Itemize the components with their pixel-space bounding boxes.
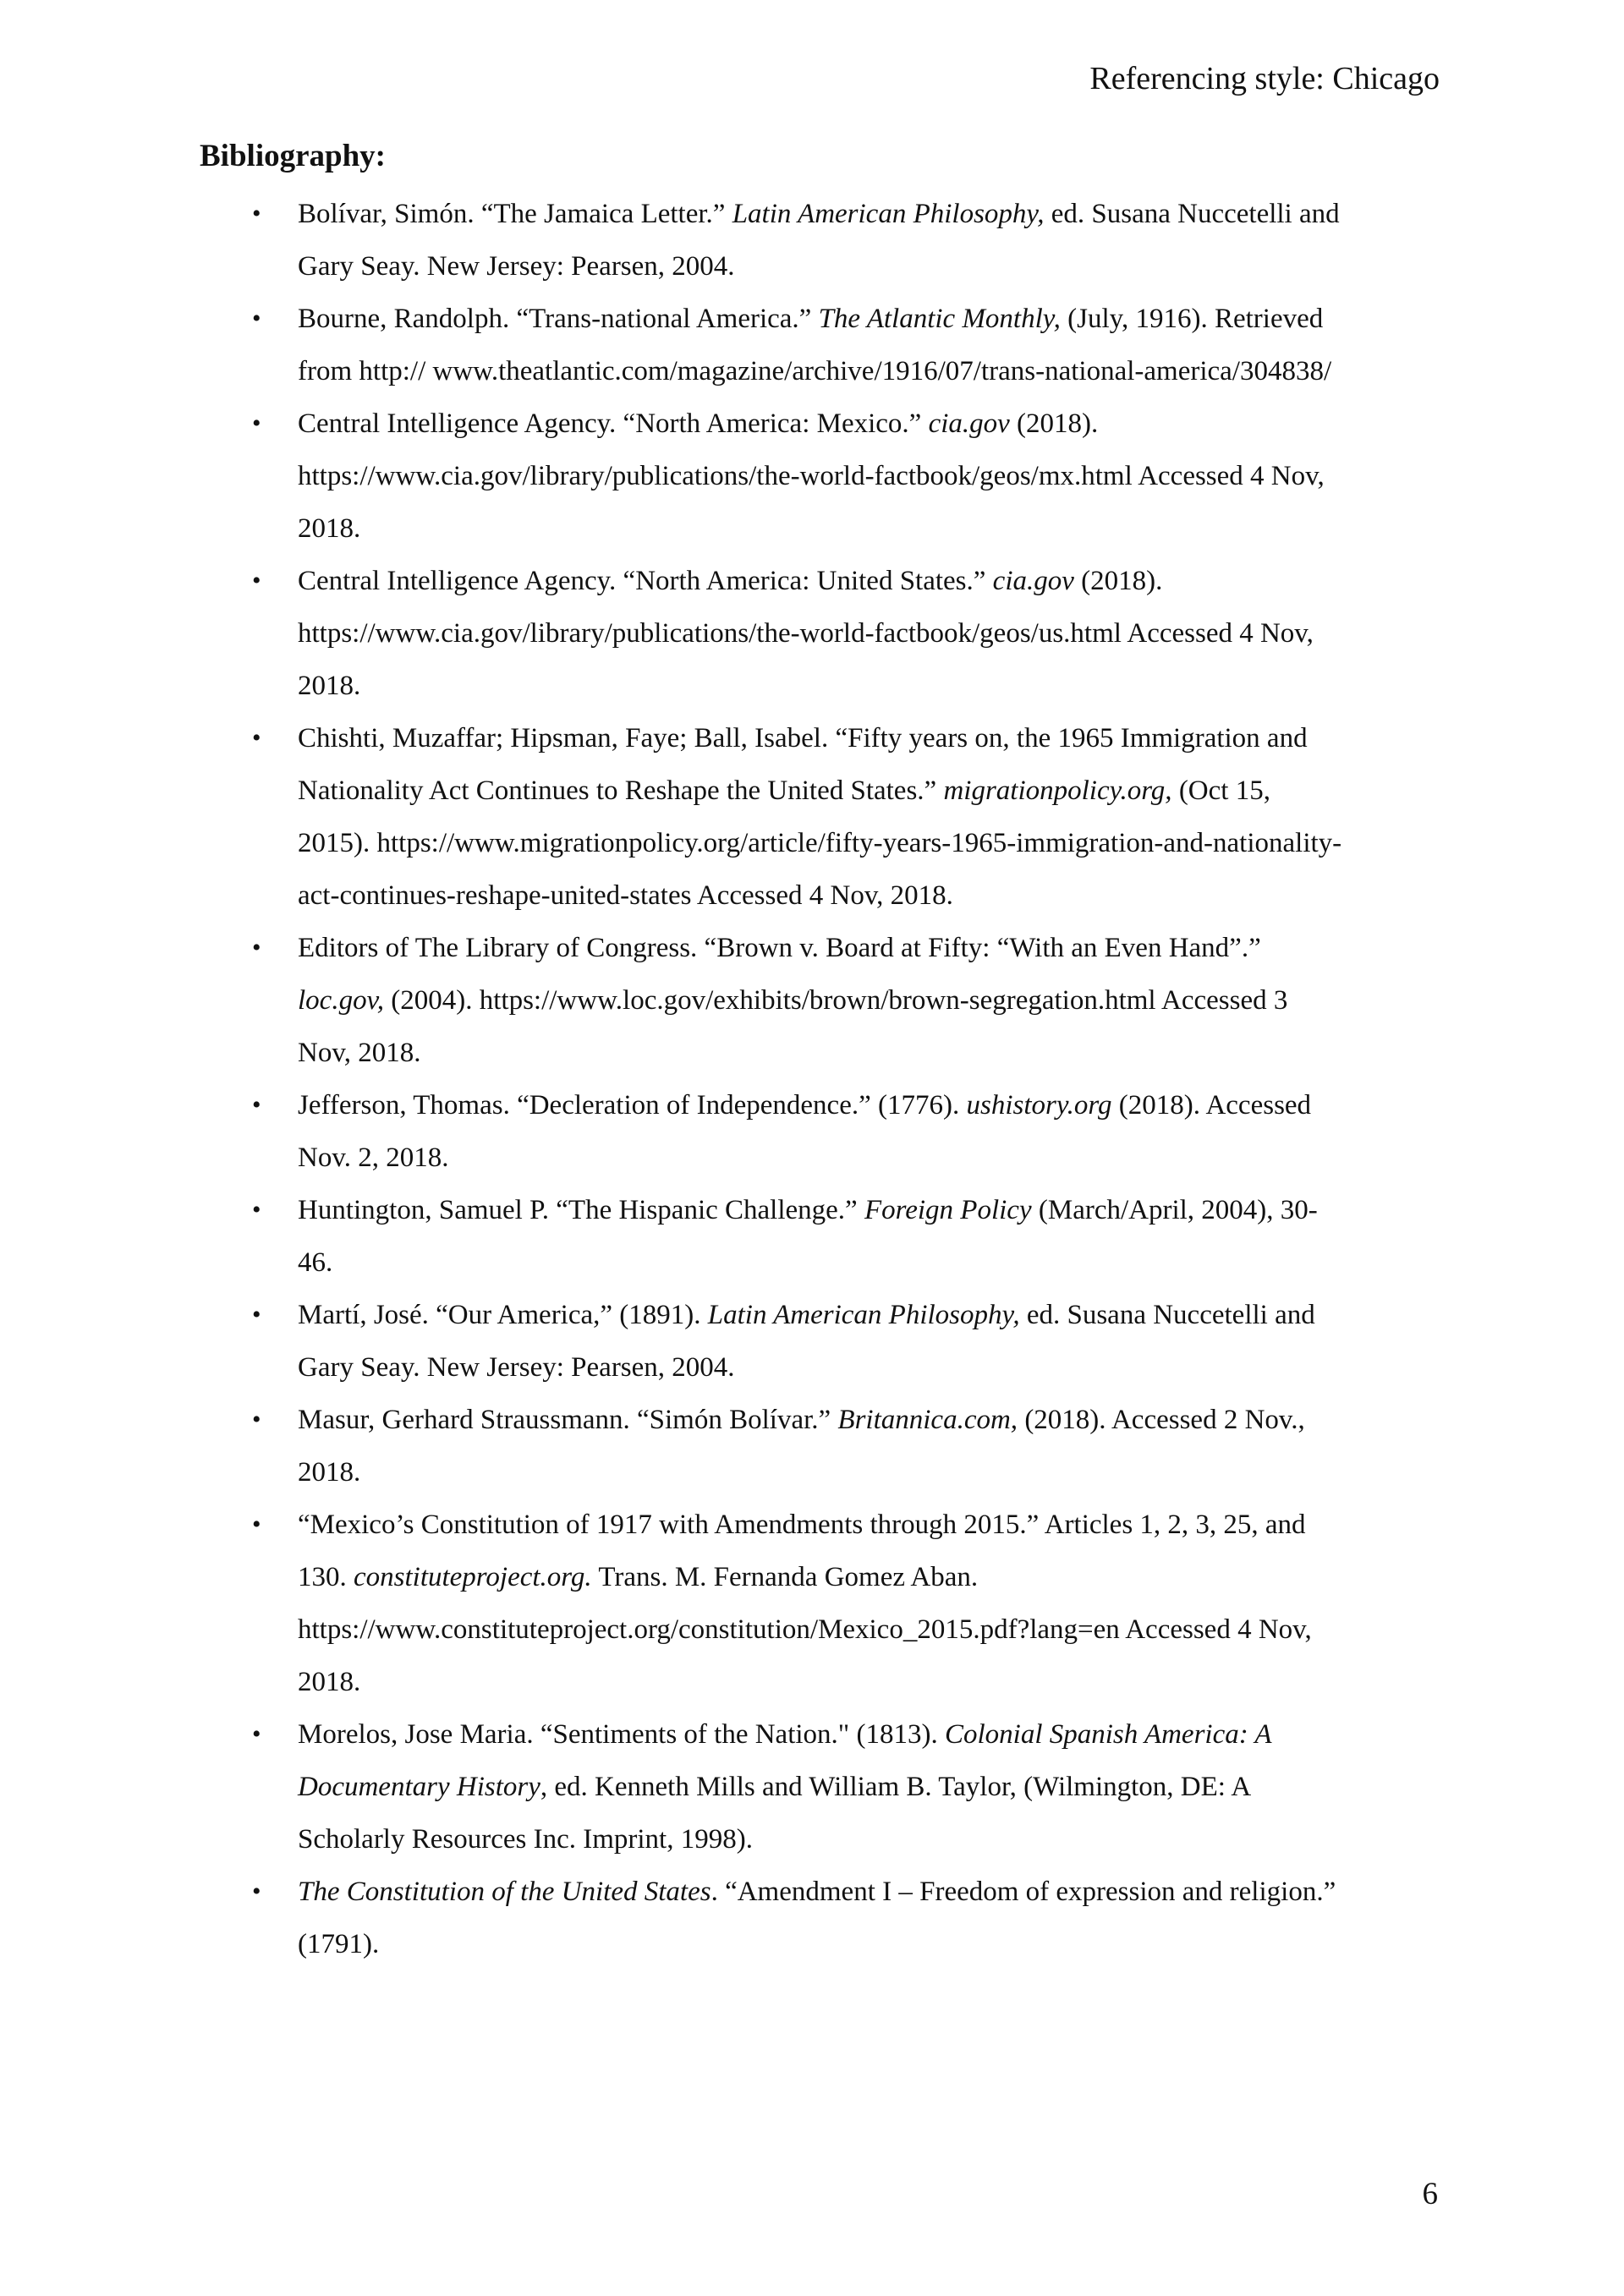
entry-text-italic: cia.gov	[928, 408, 1010, 439]
entry-text: Nov, 2018.	[298, 1038, 421, 1068]
bullet-icon: •	[252, 304, 261, 332]
bibliography-list	[252, 188, 1438, 1970]
entry-text-italic: Britannica.com,	[837, 1405, 1018, 1435]
bibliography-entry	[252, 1499, 1438, 1708]
entry-line	[298, 1394, 1438, 1446]
entry-text: Jefferson, Thomas. “Decleration of Independence.” (1776).	[298, 1090, 967, 1121]
bibliography-entry	[252, 1866, 1438, 1970]
entry-line	[298, 293, 1438, 345]
entry-text: 2018.	[298, 1667, 361, 1697]
entry-line	[298, 555, 1438, 607]
entry-line	[298, 1656, 1438, 1708]
bullet-icon: •	[252, 1091, 261, 1119]
bullet-icon: •	[252, 1301, 261, 1329]
bibliography-entry	[252, 1394, 1438, 1499]
entry-text: 130.	[298, 1562, 354, 1592]
entry-text: 2018.	[298, 1457, 361, 1488]
entry-text: (2018).	[1009, 408, 1099, 439]
entry-line	[298, 1446, 1438, 1499]
entry-line	[298, 1918, 1438, 1970]
bibliography-entry	[252, 1708, 1438, 1866]
entry-text: Bourne, Randolph. “Trans-national America.”	[298, 304, 819, 334]
bibliography-heading: Bibliography:	[200, 139, 386, 173]
entry-text: (Oct 15,	[1171, 775, 1270, 806]
entry-text-italic: loc.gov,	[298, 985, 385, 1016]
entry-line	[298, 1132, 1438, 1184]
entry-text: 2018.	[298, 513, 361, 544]
entry-text-italic: Latin American Philosophy,	[732, 199, 1045, 229]
bibliography-entry	[252, 1079, 1438, 1184]
entry-text: (2018). Accessed	[1111, 1090, 1312, 1121]
bullet-icon: •	[252, 200, 261, 227]
entry-text: Trans. M. Fernanda Gomez Aban.	[591, 1562, 979, 1592]
entry-text: Editors of The Library of Congress. “Brown v. Board at Fifty: “With an Even Hand”.”	[298, 933, 1261, 963]
entry-text: Masur, Gerhard Straussmann. “Simón Bolívar.”	[298, 1405, 838, 1435]
entry-line	[298, 712, 1438, 764]
entry-text: Central Intelligence Agency. “North America: United States.”	[298, 566, 993, 596]
entry-text: Martí, José. “Our America,” (1891).	[298, 1300, 708, 1330]
entry-text: Huntington, Samuel P. “The Hispanic Challenge.”	[298, 1195, 864, 1225]
entry-line	[298, 450, 1438, 502]
entry-text: (2004). https://www.loc.gov/exhibits/brown/brown-segregation.html Accessed 3	[384, 985, 1288, 1016]
entry-text: (2018). Accessed 2 Nov.,	[1018, 1405, 1305, 1435]
bibliography-entry	[252, 1184, 1438, 1289]
entry-line	[298, 817, 1438, 869]
entry-text: (July, 1916). Retrieved	[1060, 304, 1324, 334]
entry-text: https://www.cia.gov/library/publications/the-world-factbook/geos/us.html Accessed 4 Nov,	[298, 618, 1314, 649]
bibliography-entry	[252, 1289, 1438, 1394]
entry-text: Gary Seay. New Jersey: Pearsen, 2004.	[298, 1352, 735, 1383]
entry-text: Gary Seay. New Jersey: Pearsen, 2004.	[298, 251, 735, 282]
bullet-icon: •	[252, 1510, 261, 1538]
entry-text: 2015). https://www.migrationpolicy.org/article/fifty-years-1965-immigration-and-nationality-	[298, 828, 1342, 858]
page-number: 6	[1422, 2177, 1438, 2211]
entry-text: Nov. 2, 2018.	[298, 1143, 449, 1173]
entry-text: https://www.constituteproject.org/constitution/Mexico_2015.pdf?lang=en Accessed 4 Nov,	[298, 1614, 1312, 1645]
entry-line	[298, 502, 1438, 555]
entry-line	[298, 1027, 1438, 1079]
entry-line	[298, 869, 1438, 922]
bullet-icon: •	[252, 934, 261, 962]
entry-text: “Mexico’s Constitution of 1917 with Amendments through 2015.” Articles 1, 2, 3, 25, and	[298, 1510, 1306, 1540]
bullet-icon: •	[252, 1406, 261, 1433]
entry-text: , ed. Kenneth Mills and William B. Taylor, (Wilmington, DE: A	[540, 1772, 1252, 1802]
entry-line	[298, 764, 1438, 817]
entry-text: from http:// www.theatlantic.com/magazine/archive/1916/07/trans-national-america/304838/	[298, 356, 1332, 386]
entry-text: Bolívar, Simón. “The Jamaica Letter.”	[298, 199, 732, 229]
bullet-icon: •	[252, 724, 261, 752]
entry-line	[298, 1184, 1438, 1236]
entry-text: (1791).	[298, 1929, 380, 1959]
entry-text-italic: Colonial Spanish America: A	[945, 1719, 1272, 1750]
entry-line	[298, 345, 1438, 397]
bullet-icon: •	[252, 567, 261, 595]
entry-text-italic: The Constitution of the United States	[298, 1877, 711, 1907]
bullet-icon: •	[252, 409, 261, 437]
entry-line	[298, 974, 1438, 1027]
bullet-icon: •	[252, 1877, 261, 1905]
entry-text-italic: Foreign Policy	[864, 1195, 1032, 1225]
entry-line	[298, 397, 1438, 450]
bibliography-entry	[252, 293, 1438, 397]
bullet-icon: •	[252, 1720, 261, 1748]
entry-text: Scholarly Resources Inc. Imprint, 1998).	[298, 1824, 753, 1855]
entry-text: (2018).	[1073, 566, 1163, 596]
entry-line	[298, 1866, 1438, 1918]
entry-line	[298, 1499, 1438, 1551]
entry-text: Morelos, Jose Maria. “Sentiments of the Nation." (1813).	[298, 1719, 945, 1750]
bibliography-entry	[252, 555, 1438, 712]
entry-line	[298, 1079, 1438, 1132]
entry-line	[298, 1813, 1438, 1866]
bibliography-entry	[252, 188, 1438, 293]
entry-text: 46.	[298, 1247, 333, 1278]
bibliography-entry	[252, 922, 1438, 1079]
entry-text: . “Amendment I – Freedom of expression and religion.”	[710, 1877, 1336, 1907]
page-header: Referencing style: Chicago	[1089, 61, 1440, 96]
entry-text: (March/April, 2004), 30-	[1031, 1195, 1318, 1225]
entry-line	[298, 1603, 1438, 1656]
bibliography-entry	[252, 712, 1438, 922]
bullet-icon: •	[252, 1196, 261, 1224]
entry-text-italic: ushistory.org	[966, 1090, 1112, 1121]
entry-text-italic: Latin American Philosophy,	[707, 1300, 1020, 1330]
entry-text: Chishti, Muzaffar; Hipsman, Faye; Ball, Isabel. “Fifty years on, the 1965 Immigration and	[298, 723, 1308, 753]
entry-line	[298, 607, 1438, 660]
entry-text-italic: cia.gov	[992, 566, 1074, 596]
entry-text: https://www.cia.gov/library/publications/the-world-factbook/geos/mx.html Accessed 4 Nov,	[298, 461, 1325, 491]
entry-text-italic: The Atlantic Monthly,	[818, 304, 1061, 334]
entry-text-italic: migrationpolicy.org,	[943, 775, 1172, 806]
entry-text: Nationality Act Continues to Reshape the United States.”	[298, 775, 944, 806]
entry-text: ed. Susana Nuccetelli and	[1019, 1300, 1315, 1330]
entry-line	[298, 922, 1438, 974]
entry-line	[298, 1708, 1438, 1761]
entry-line	[298, 1551, 1438, 1603]
entry-text-italic: constituteproject.org.	[354, 1562, 592, 1592]
entry-text: act-continues-reshape-united-states Accessed 4 Nov, 2018.	[298, 880, 953, 911]
entry-line	[298, 188, 1438, 240]
entry-line	[298, 660, 1438, 712]
entry-text-italic: Documentary History	[298, 1772, 540, 1802]
bibliography-entry	[252, 397, 1438, 555]
entry-line	[298, 1761, 1438, 1813]
entry-text: Central Intelligence Agency. “North America: Mexico.”	[298, 408, 929, 439]
entry-line	[298, 240, 1438, 293]
entry-text: 2018.	[298, 671, 361, 701]
entry-line	[298, 1236, 1438, 1289]
entry-line	[298, 1289, 1438, 1341]
entry-line	[298, 1341, 1438, 1394]
entry-text: ed. Susana Nuccetelli and	[1044, 199, 1340, 229]
